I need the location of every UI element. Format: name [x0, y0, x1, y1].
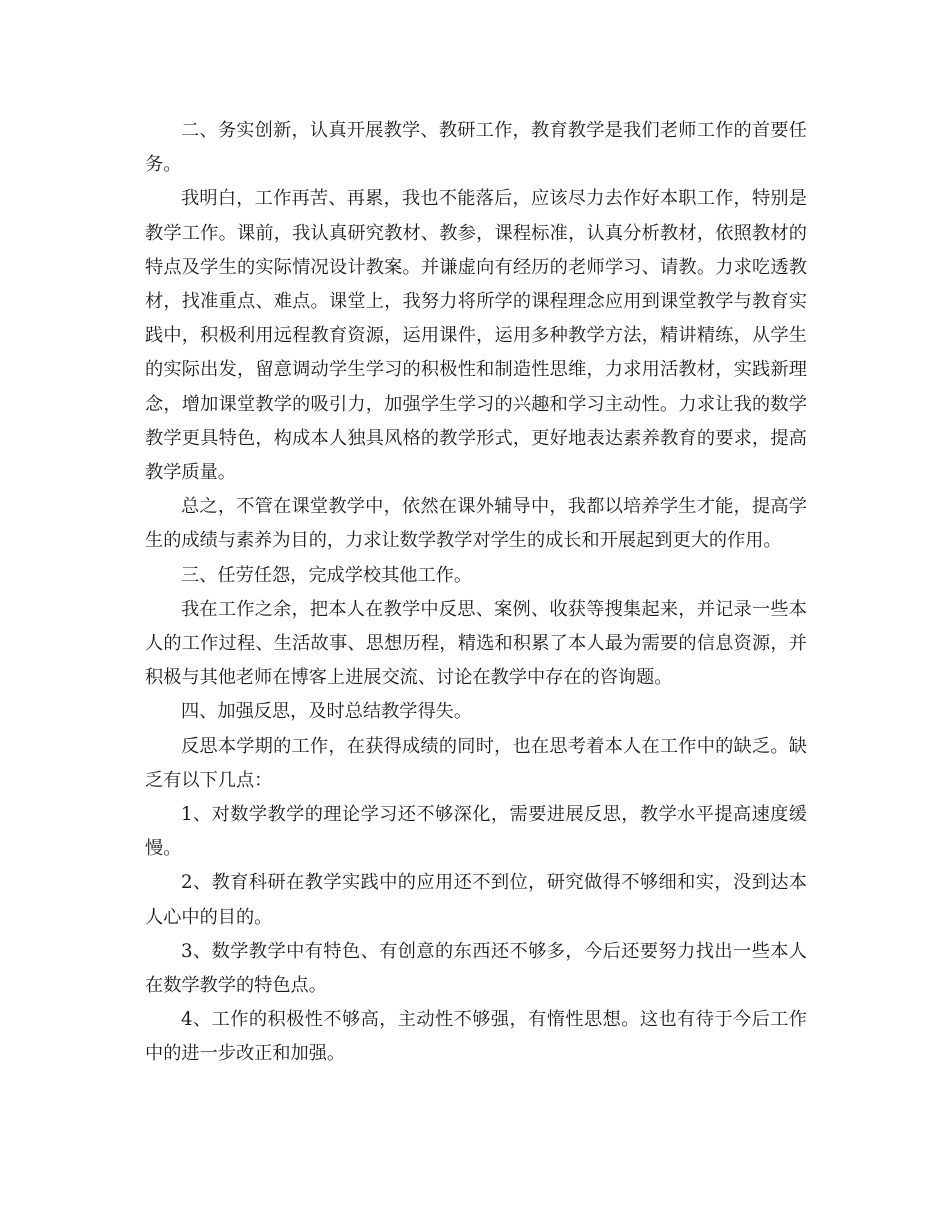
document-body — [145, 114, 807, 1072]
list-item-4: 4、工作的积极性不够高，主动性不够强，有惰性思想。这也有待于今后工作中的进一步改正和加强。 — [145, 1009, 807, 1065]
section-heading-4: 四、加强反思，及时总结教学得失。 — [181, 701, 473, 723]
section-heading-2: 二、务实创新，认真开展教学、教研工作，教育教学是我们老师工作的首要任务。 — [145, 120, 807, 176]
list-item-2: 2、教育科研在教学实践中的应用还不到位，研究做得不够细和实，没到达本人心中的目的。 — [145, 872, 807, 928]
paragraph-reflection: 反思本学期的工作，在获得成绩的同时，也在思考着本人在工作中的缺乏。缺乏有以下几点： — [145, 735, 807, 791]
paragraph-teaching-work: 我明白，工作再苦、再累，我也不能落后，应该尽力去作好本职工作，特别是教学工作。课前，我认真研究教材、教参，课程标准，认真分析教材，依照教材的特点及学生的实际情况设计教案。并谦虚向有经历的老师学习、请教。力求吃透教材，找准重点、难点。课堂上，我努力将所学的课程理念应用到课堂教学与教育实践中，积极利用远程教育资源，运用课件，运用多种教学方法，精讲精练，从学生的实际出发，留意调动学生学习的积极性和制造性思维，力求用活教材，实践新理念，增加课堂教学的吸引力，加强学生学习的兴趣和学习主动性。力求让我的数学教学更具特色，构成本人独具风格的教学形式，更好地表达素养教育的要求，提高教学质量。 — [145, 188, 807, 484]
section-heading-3: 三、任劳任怨，完成学校其他工作。 — [181, 564, 473, 586]
paragraph-summary: 总之，不管在课堂教学中，依然在课外辅导中，我都以培养学生才能，提高学生的成绩与素养为目的，力求让数学教学对学生的成长和开展起到更大的作用。 — [145, 496, 807, 552]
list-item-3: 3、数学教学中有特色、有创意的东西还不够多，今后还要努力找出一些本人在数学教学的特色点。 — [145, 940, 807, 997]
list-item-1: 1、对数学教学的理论学习还不够深化，需要进展反思，教学水平提高速度缓慢。 — [145, 804, 807, 860]
paragraph-other-work: 我在工作之余，把本人在教学中反思、案例、收获等搜集起来，并记录一些本人的工作过程、生活故事、思想历程，精选和积累了本人最为需要的信息资源，并积极与其他老师在博客上进展交流、讨论在教学中存在的咨询题。 — [145, 598, 807, 689]
